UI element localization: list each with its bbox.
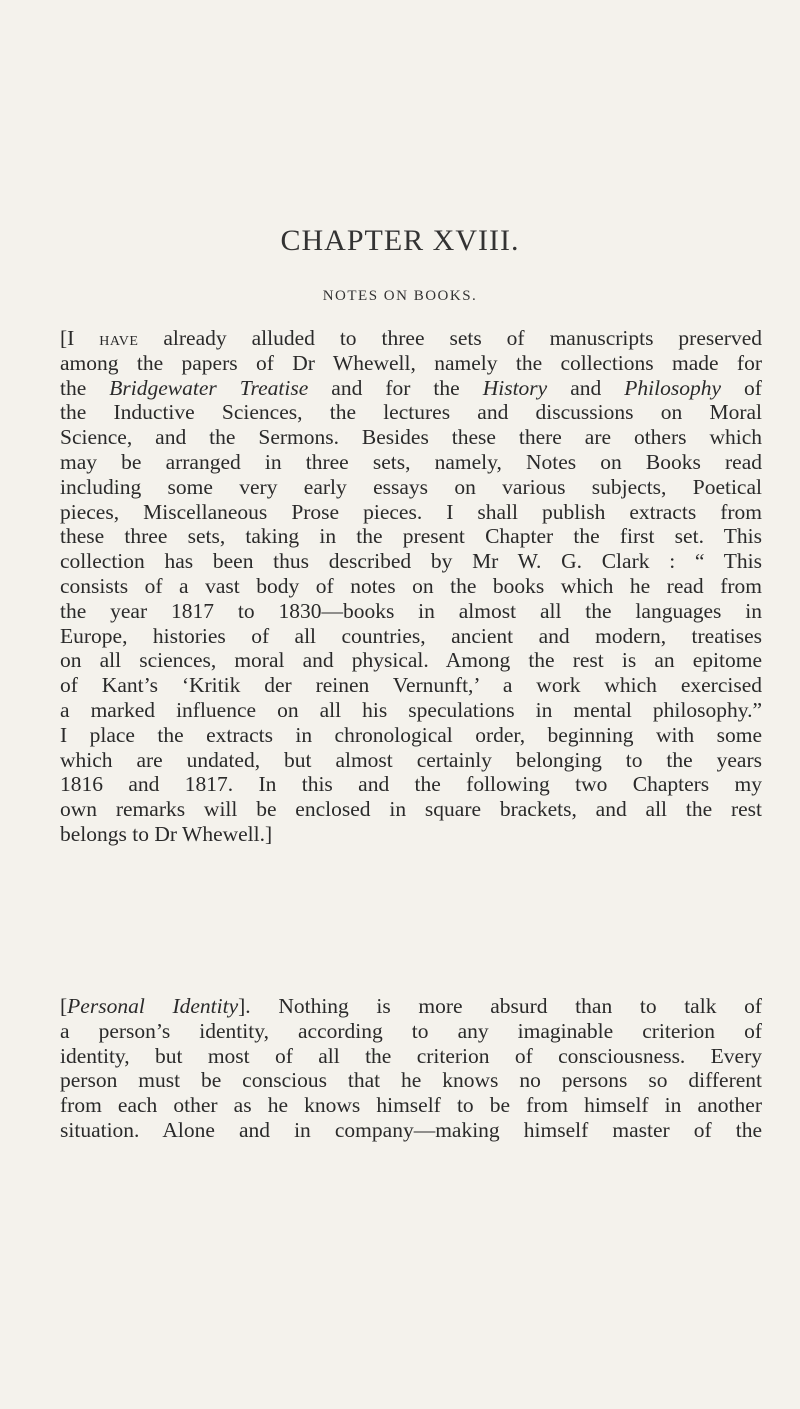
text-line: the Inductive Sciences, the lectures and discussions on Moral	[60, 400, 762, 425]
text-line: situation. Alone and in company—making himself master of the	[60, 1117, 762, 1142]
text-line: belongs to Dr Whewell.]	[60, 821, 273, 846]
line-text: . Nothing is more absurd than to talk of	[245, 994, 762, 1018]
book-title: Philosophy	[624, 375, 722, 400]
text-line: these three sets, taking in the present Chapter the first set. This	[60, 524, 762, 549]
paragraph-introduction	[60, 326, 762, 847]
text-line: 1816 and 1817. In this and the following two Chapters my	[60, 772, 762, 797]
line-text: the	[60, 375, 110, 400]
line-text: already alluded to three sets of manuscripts preserved	[138, 326, 762, 350]
text-line: on all sciences, moral and physical. Among the rest is an epitome	[60, 648, 762, 673]
text-line: person must be conscious that he knows no persons so different	[60, 1068, 762, 1093]
book-title: Bridgewater Treatise	[109, 375, 309, 400]
bracket-close: ]	[238, 994, 246, 1018]
text-line: a person’s identity, according to any imaginable criterion of	[60, 1018, 762, 1043]
paragraph-personal-identity	[60, 994, 762, 1143]
line-text: and	[547, 375, 625, 400]
text-line: a marked influence on all his speculations in mental philosophy.”	[60, 697, 762, 722]
text-line: the year 1817 to 1830—books in almost all the languages in	[60, 598, 762, 623]
line-text: and for the	[308, 375, 483, 400]
text-line: among the papers of Dr Whewell, namely the collections made for	[60, 350, 762, 375]
text-line: may be arranged in three sets, namely, Notes on Books read	[60, 449, 762, 474]
book-title: History	[482, 375, 548, 400]
text-line: own remarks will be enclosed in square brackets, and all the rest	[60, 797, 762, 822]
text-line: identity, but most of all the criterion of consciousness. Every	[60, 1043, 762, 1068]
text-line: from each other as he knows himself to be from himself in another	[60, 1093, 762, 1118]
text-line: pieces, Miscellaneous Prose pieces. I shall publish extracts from	[60, 499, 762, 524]
bracket-open: [	[60, 994, 68, 1018]
text-line: of Kant’s ‘Kritik der reinen Vernunft,’ a work which exercised	[60, 673, 762, 698]
text-line: Science, and the Sermons. Besides these there are others which	[60, 425, 762, 450]
text-line: I place the extracts in chronological order, beginning with some	[60, 722, 762, 747]
section-title: NOTES ON BOOKS.	[322, 288, 478, 304]
section-heading: Personal Identity	[67, 994, 239, 1018]
chapter-title: CHAPTER XVIII.	[280, 224, 520, 257]
text-line: Europe, histories of all countries, ancient and modern, treatises	[60, 623, 762, 648]
text-line: collection has been thus described by Mr W. G. Clark : “ This	[60, 549, 762, 574]
text-line	[60, 376, 762, 401]
text-line: including some very early essays on various subjects, Poetical	[60, 474, 762, 499]
text-line	[60, 994, 762, 1019]
text-line	[60, 326, 762, 351]
text-line: which are undated, but almost certainly belonging to the years	[60, 747, 762, 772]
small-caps-word: HAVE	[99, 334, 139, 349]
bracket-open: [I	[60, 326, 100, 350]
text-line: consists of a vast body of notes on the books which he read from	[60, 573, 762, 598]
line-text: of	[721, 375, 762, 400]
